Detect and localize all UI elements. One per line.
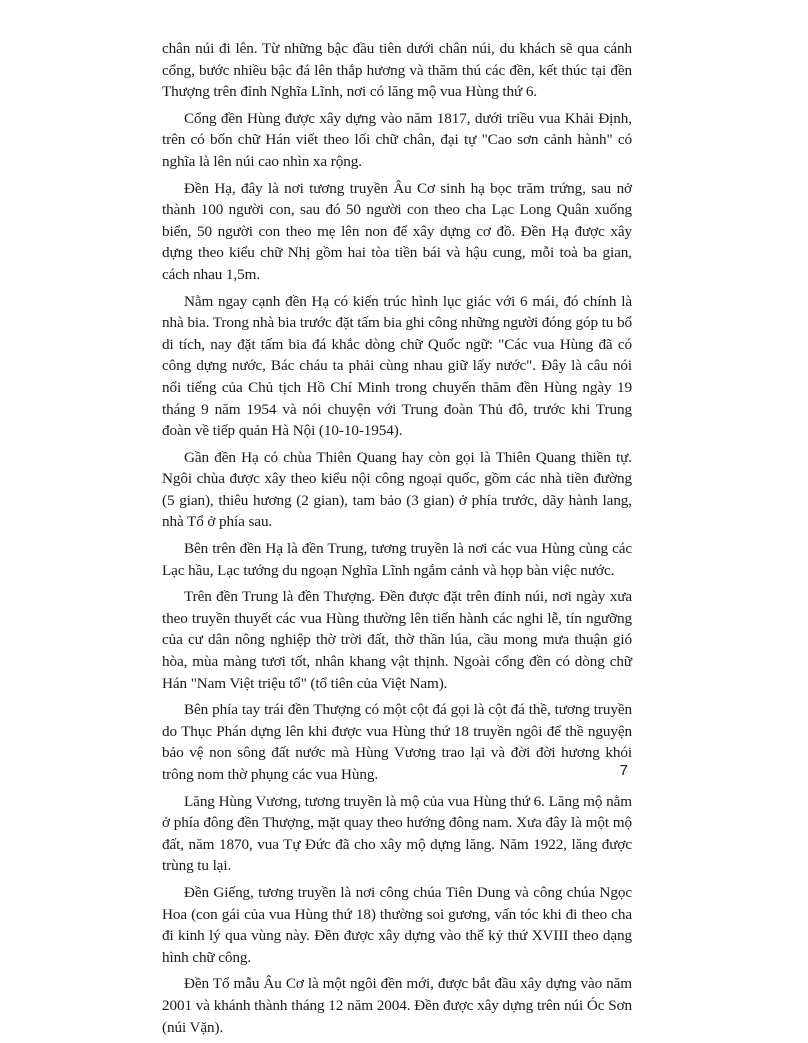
paragraph-8: Bên phía tay trái đền Thượng có một cột đá gọi là cột đá thề, tương truyền do Thục Phán dựng lên khi được vua Hùng thứ 18 truyền ngôi để thề nguyện bảo vệ non sông đất nước mà Hùng Vương trao lại và đời đời hương khói trông nom thờ phụng các vua Hùng. bbox=[162, 701, 632, 783]
paragraph-4: Nằm ngay cạnh đền Hạ có kiến trúc hình lục giác với 6 mái, đó chính là nhà bia. Trong nhà bia trước đặt tấm bia ghi công những người đóng góp tu bổ di tích, nay đặt tấm bia đá khắc dòng chữ Quốc ngữ: "Các vua Hùng đã có công dựng nước, Bác cháu ta phải cùng nhau giữ lấy nước". Đây là câu nói nổi tiếng của Chủ tịch Hồ Chí Minh trong chuyến thăm đền Hùng ngày 19 tháng 9 năm 1954 và nói chuyện với Trung đoàn Thủ đô, trước khi Trung đoàn về tiếp quản Hà Nội (10-10-1954). bbox=[162, 292, 632, 440]
paragraph-2: Cổng đền Hùng được xây dựng vào năm 1817, dưới triều vua Khải Định, trên có bốn chữ Hán viết theo lối chữ chân, đại tự "Cao sơn cảnh hành" có nghĩa là lên núi cao nhìn xa rộng. bbox=[162, 109, 632, 170]
paragraph-11: Đền Tổ mẫu Âu Cơ là một ngôi đền mới, được bắt đầu xây dựng vào năm 2001 và khánh thành tháng 12 năm 2004. Đền được xây dựng trên núi Óc Sơn (núi Vặn). bbox=[162, 975, 632, 1036]
body-text bbox=[162, 38, 632, 1043]
paragraph-6: Bên trên đền Hạ là đền Trung, tương truyền là nơi các vua Hùng cùng các Lạc hầu, Lạc tướng du ngoạn Nghĩa Lĩnh ngắm cảnh và họp bàn việc nước. bbox=[162, 540, 632, 579]
paragraph-9: Lăng Hùng Vương, tương truyền là mộ của vua Hùng thứ 6. Lăng mộ nằm ở phía đông đền Thượng, mặt quay theo hướng đông nam. Xưa đây là một mộ đất, năm 1870, vua Tự Đức đã cho xây mộ dựng lăng. Năm 1922, lăng được trùng tu lại. bbox=[162, 792, 632, 875]
paragraph-10: Đền Giếng, tương truyền là nơi công chúa Tiên Dung và công chúa Ngọc Hoa (con gái của vua Hùng thứ 18) thường soi gương, vấn tóc khi đi theo cha đi kinh lý qua vùng này. Đền được xây dựng vào thế kỷ thứ XVIII theo dạng hình chữ công. bbox=[162, 883, 632, 966]
paragraph-5: Gần đền Hạ có chùa Thiên Quang hay còn gọi là Thiên Quang thiền tự. Ngôi chùa được xây theo kiểu nội công ngoại quốc, gồm các nhà tiền đường (5 gian), thiêu hương (2 gian), tam bảo (3 gian) ở phía trước, dãy hành lang, nhà Tổ ở phía sau. bbox=[162, 448, 632, 531]
paragraph-7: Trên đền Trung là đền Thượng. Đền được đặt trên đỉnh núi, nơi ngày xưa theo truyền thuyết các vua Hùng thường lên tiến hành các nghi lễ, tín ngưỡng của cư dân nông nghiệp thờ trời đất, thờ thần lúa, cầu mong mưa thuận gió hòa, mùa màng tươi tốt, nhân khang vật thịnh. Ngoài cổng đền có dòng chữ Hán "Nam Việt triệu tổ" (tổ tiên của Việt Nam). bbox=[162, 588, 632, 692]
page-number: 7 bbox=[619, 762, 628, 779]
paragraph-3: Đền Hạ, đây là nơi tương truyền Âu Cơ sinh hạ bọc trăm trứng, sau nở thành 100 người con, sau đó 50 người con theo cha Lạc Long Quân xuống biển, 50 người con theo mẹ lên non để xây dựng cơ đồ. Đền Hạ được xây dựng theo kiểu chữ Nhị gồm hai tòa tiền bái và hậu cung, mỗi toà ba gian, cách nhau 1,5m. bbox=[162, 179, 632, 283]
paragraph-1: chân núi đi lên. Từ những bậc đầu tiên dưới chân núi, du khách sẽ qua cánh cổng, bước nhiều bậc đá lên thắp hương và thăm thú các đền, kết thúc tại đền Thượng trên đỉnh Nghĩa Lĩnh, nơi có lăng mộ vua Hùng thứ 6. bbox=[162, 40, 632, 101]
